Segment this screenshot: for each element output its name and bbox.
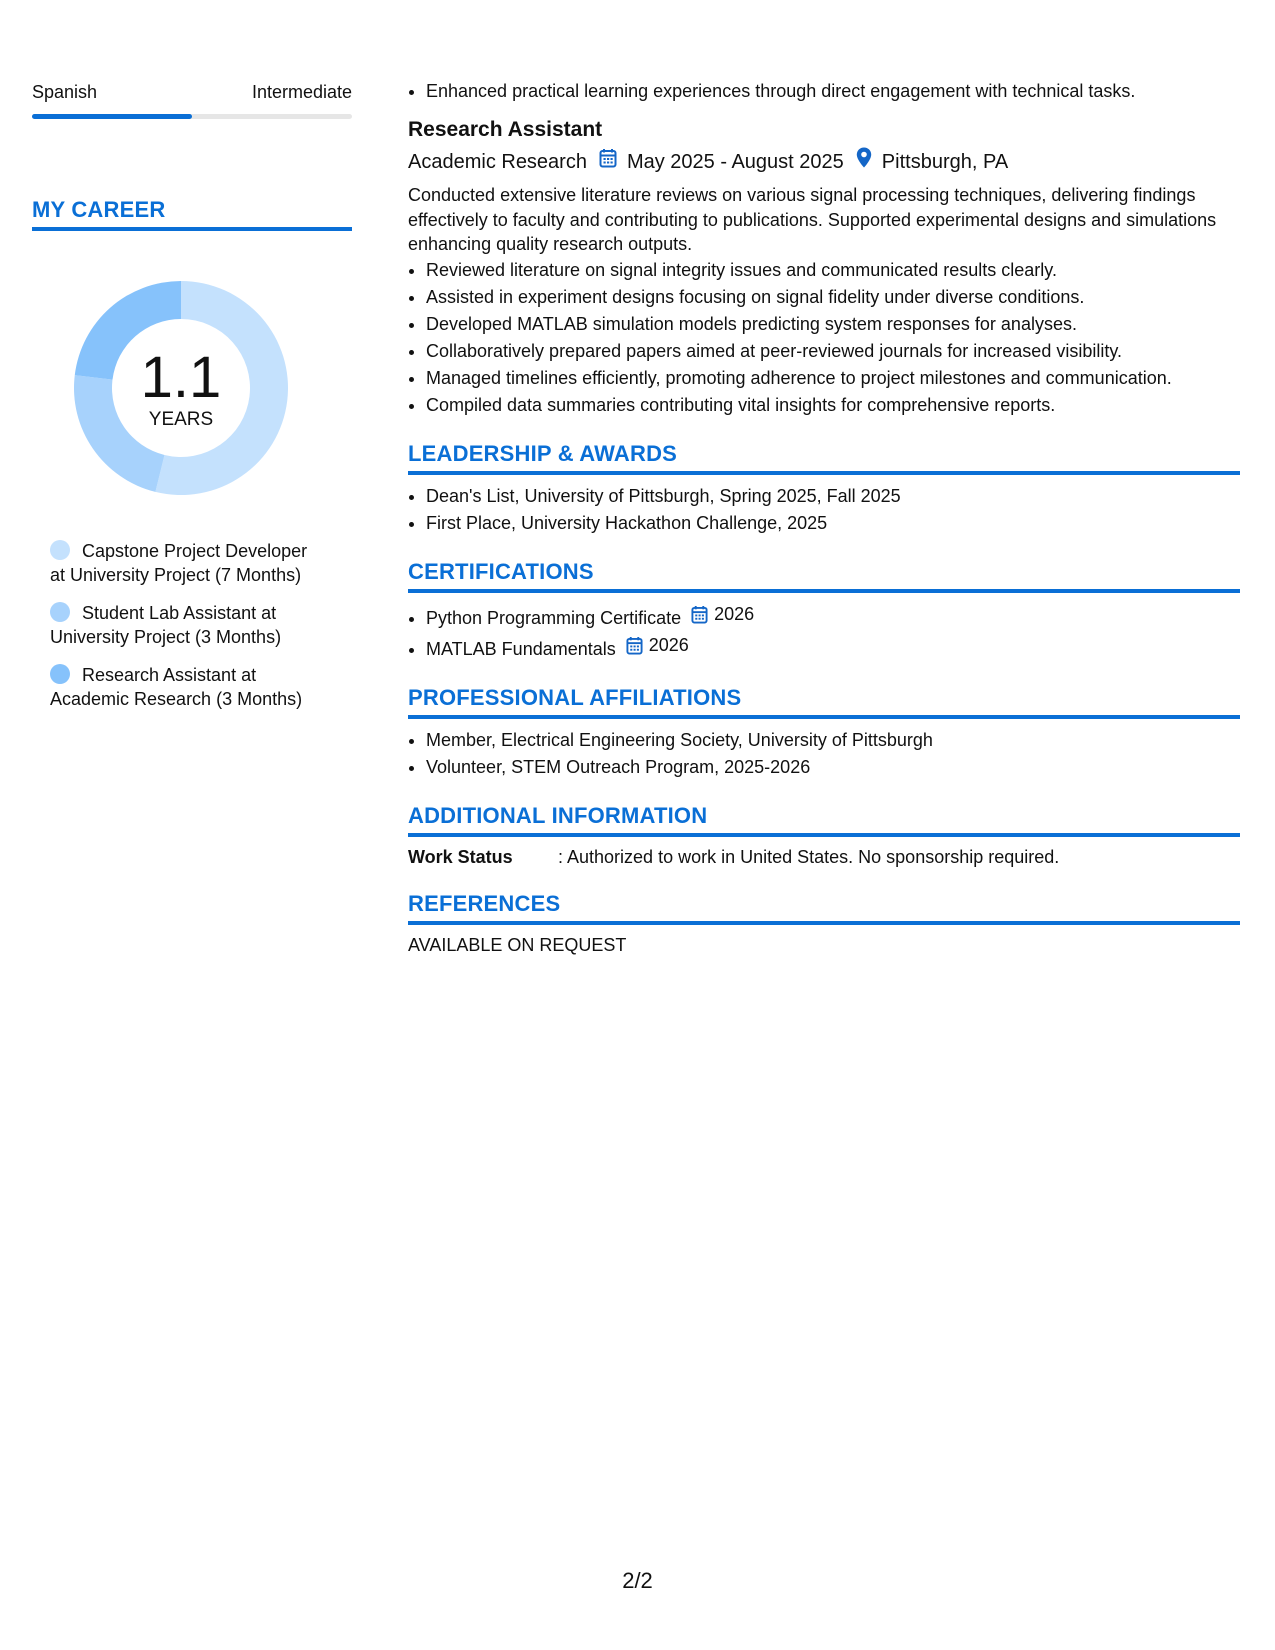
work-status-value: : Authorized to work in United States. No sponsorship required. — [558, 846, 1060, 867]
calendar-icon — [599, 147, 617, 177]
career-legend-item — [50, 601, 320, 649]
leadership-section-title: LEADERSHIP & AWARDS — [408, 441, 1240, 475]
page-number: 2/2 — [622, 1568, 653, 1593]
affiliation-item: • Member, Electrical Engineering Society, University of Pittsburgh — [426, 727, 1240, 754]
language-proficiency-bar — [32, 114, 352, 119]
references-section-title: REFERENCES — [408, 891, 1240, 925]
career-legend-item — [50, 539, 320, 587]
calendar-icon — [691, 605, 711, 624]
career-section-title: MY CAREER — [32, 197, 352, 231]
affiliations-list — [408, 727, 1240, 781]
certification-item — [426, 601, 1240, 632]
legend-label: Research Assistant at Academic Research (3 Months) — [50, 665, 303, 709]
references-text: AVAILABLE ON REQUEST — [408, 934, 627, 955]
job-bullet-item: • Compiled data summaries contributing vital insights for comprehensive reports. — [426, 392, 1240, 419]
legend-dot — [50, 602, 70, 622]
job-bullet-item: • Collaboratively prepared papers aimed at peer-reviewed journals for increased visibility. — [426, 338, 1240, 365]
legend-label: Capstone Project Developer at University Project (7 Months) — [50, 541, 308, 585]
location-pin-icon — [856, 147, 872, 177]
job-company: Academic Research — [408, 151, 587, 173]
language-row — [32, 80, 352, 104]
job-bullet-item: • Reviewed literature on signal integrity issues and communicated results clearly. — [426, 257, 1240, 284]
legend-dot — [50, 540, 70, 560]
certifications-section-title: CERTIFICATIONS — [408, 559, 1240, 593]
career-legend — [32, 539, 352, 711]
certification-item — [426, 632, 1240, 663]
certification-name: Python Programming Certificate — [426, 607, 682, 628]
job-dates: May 2025 - August 2025 — [626, 151, 844, 173]
list-item: • Enhanced practical learning experiences through direct engagement with technical tasks. — [426, 78, 1240, 105]
job-bullet-item: • Managed timelines efficiently, promoting adherence to project milestones and communication. — [426, 365, 1240, 392]
career-legend-item — [50, 663, 320, 711]
job-bullet-item: • Assisted in experiment designs focusing on signal fidelity under diverse conditions. — [426, 284, 1240, 311]
additional-info-section-title: ADDITIONAL INFORMATION — [408, 803, 1240, 837]
certification-name: MATLAB Fundamentals — [426, 638, 616, 659]
language-level: Intermediate — [251, 82, 352, 102]
legend-dot — [50, 664, 70, 684]
certification-date — [626, 632, 689, 659]
award-item: • Dean's List, University of Pittsburgh, Spring 2025, Fall 2025 — [426, 483, 1240, 510]
main-content — [408, 78, 1240, 957]
job-bullet-item: • Developed MATLAB simulation models predicting system responses for analyses. — [426, 311, 1240, 338]
calendar-icon — [626, 636, 646, 655]
sidebar — [32, 80, 352, 725]
leadership-list — [408, 483, 1240, 537]
language-name: Spanish — [32, 82, 98, 102]
job-description: Conducted extensive literature reviews on various signal processing techniques, delivering findings effectively to faculty and contributing to publications. Supported experimental designs and simulations enhancing quality research outputs. — [408, 185, 1217, 254]
career-total-years: 1.1 — [140, 345, 222, 410]
job-bullets — [408, 257, 1240, 419]
award-item: • First Place, University Hackathon Challenge, 2025 — [426, 510, 1240, 537]
certifications-list — [408, 601, 1240, 663]
certification-year: 2026 — [714, 603, 755, 624]
affiliation-item: • Volunteer, STEM Outreach Program, 2025-2026 — [426, 754, 1240, 781]
career-donut-chart — [66, 273, 296, 503]
language-proficiency-fill — [32, 114, 192, 119]
job-meta — [408, 147, 1240, 177]
previous-job-bullets — [408, 78, 1240, 105]
career-total-unit: YEARS — [148, 409, 214, 430]
certification-year: 2026 — [648, 634, 689, 655]
job-location: Pittsburgh, PA — [881, 151, 1009, 173]
work-status-row — [408, 845, 1240, 869]
certification-date — [691, 601, 754, 628]
job-title: Research Assistant — [408, 118, 603, 141]
donut-center — [66, 273, 296, 503]
legend-label: Student Lab Assistant at University Project (3 Months) — [50, 603, 282, 647]
affiliations-section-title: PROFESSIONAL AFFILIATIONS — [408, 685, 1240, 719]
work-status-label: Work Status — [408, 846, 513, 867]
